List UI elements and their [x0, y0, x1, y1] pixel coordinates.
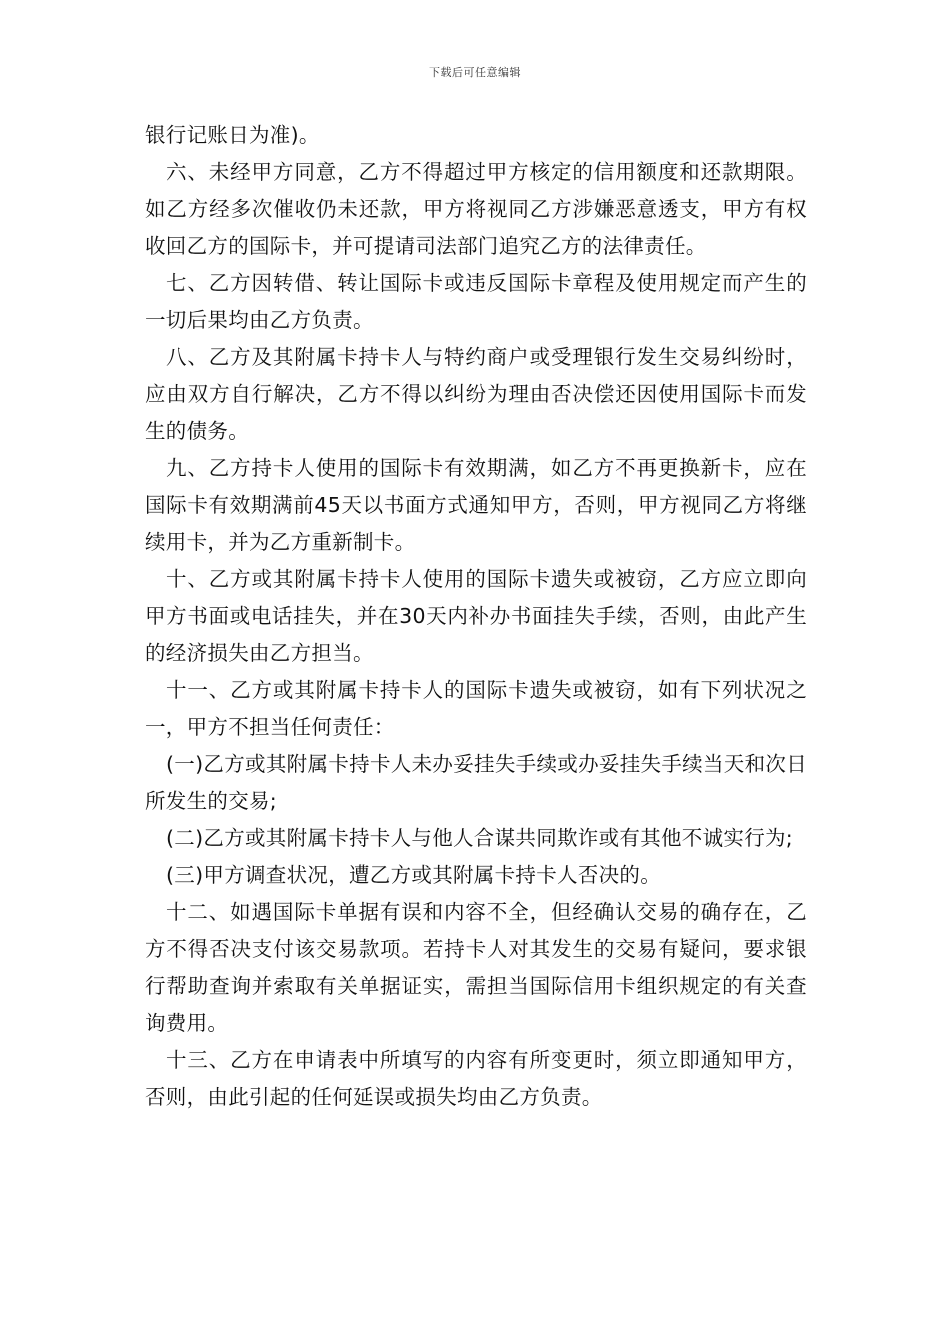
- paragraph-continuation: 银行记账日为准)。: [145, 123, 320, 147]
- paragraph-clause-7: 七、乙方因转借、转让国际卡或违反国际卡章程及使用规定而产生的一切后果均由乙方负责。: [145, 271, 807, 332]
- document-body: [145, 117, 807, 1116]
- paragraph-clause-13: 十三、乙方在申请表中所填写的内容有所变更时，须立即通知甲方，否则，由此引起的任何延误或损失均由乙方负责。: [145, 1048, 807, 1109]
- paragraph-sub-item-3: (三)甲方调查状况，遭乙方或其附属卡持卡人否决的。: [166, 863, 661, 887]
- paragraph-sub-item-1: (一)乙方或其附属卡持卡人未办妥挂失手续或办妥挂失手续当天和次日所发生的交易;: [145, 752, 807, 813]
- paragraph-clause-6: 六、未经甲方同意，乙方不得超过甲方核定的信用额度和还款期限。如乙方经多次催收仍未还款，甲方将视同乙方涉嫌恶意透支，甲方有权收回乙方的国际卡，并可提请司法部门追究乙方的法律责任。: [145, 160, 807, 258]
- paragraph-clause-8: 八、乙方及其附属卡持卡人与特约商户或受理银行发生交易纠纷时，应由双方自行解决，乙方不得以纠纷为理由否决偿还因使用国际卡而发生的债务。: [145, 345, 807, 443]
- paragraph-clause-11: 十一、乙方或其附属卡持卡人的国际卡遗失或被窃，如有下列状况之一，甲方不担当任何责任：: [145, 678, 807, 739]
- paragraph-clause-12: 十二、如遇国际卡单据有误和内容不全，但经确认交易的确存在，乙方不得否决支付该交易款项。若持卡人对其发生的交易有疑问，要求银行帮助查询并索取有关单据证实，需担当国际信用卡组织规定的有关查询费用。: [145, 900, 807, 1035]
- paragraph-clause-10: 十、乙方或其附属卡持卡人使用的国际卡遗失或被窃，乙方应立即向甲方书面或电话挂失，并在30天内补办书面挂失手续，否则，由此产生的经济损失由乙方担当。: [145, 567, 807, 665]
- paragraph-sub-item-2: (二)乙方或其附属卡持卡人与他人合谋共同欺诈或有其他不诚实行为;: [166, 826, 794, 850]
- page-header: 下载后可任意编辑: [429, 66, 521, 79]
- paragraph-clause-9: 九、乙方持卡人使用的国际卡有效期满，如乙方不再更换新卡，应在国际卡有效期满前45天以书面方式通知甲方，否则，甲方视同乙方将继续用卡，并为乙方重新制卡。: [145, 456, 807, 554]
